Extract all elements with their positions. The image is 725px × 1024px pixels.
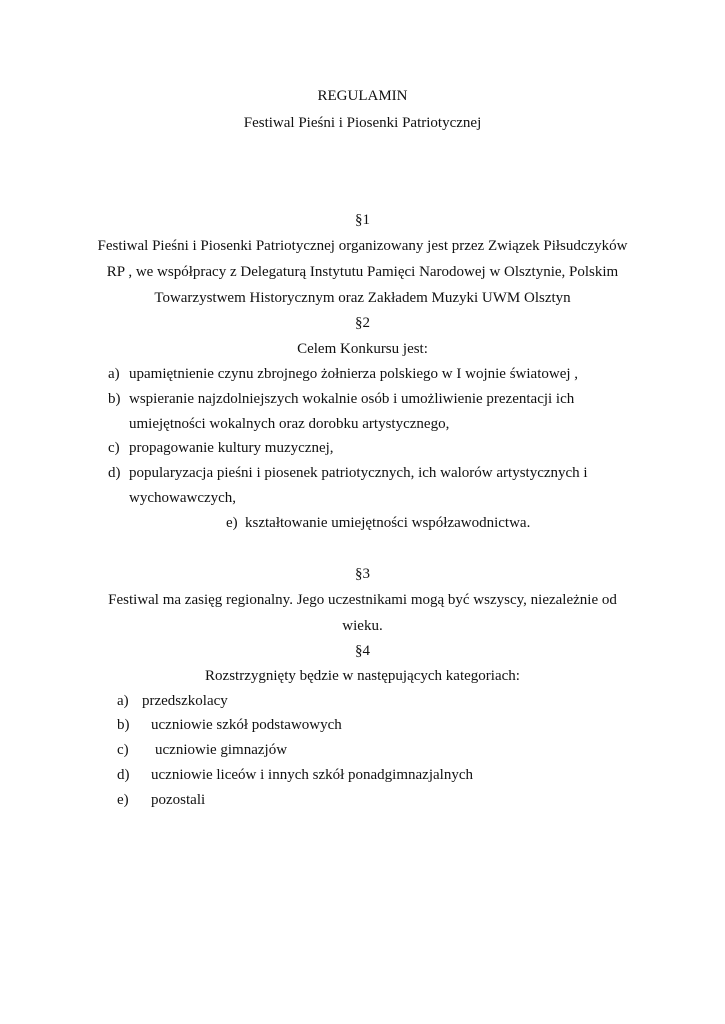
section-4-heading: §4 — [355, 643, 370, 659]
section-3-line: wieku. — [342, 618, 383, 634]
section-1-line: RP , we współpracy z Delegaturą Instytutu Pamięci Narodowej w Olsztynie, Polskim — [106, 264, 619, 280]
section-4-intro: Rozstrzygnięty będzie w następujących kategoriach: — [205, 668, 520, 684]
section-1-line: Festiwal Pieśni i Piosenki Patriotycznej organizowany jest przez Związek Piłsudczyków — [97, 238, 628, 254]
list-item-continuation: umiejętności wokalnych oraz dorobku artystycznego, — [129, 416, 450, 432]
category-marker: d) — [117, 767, 130, 783]
list-item: upamiętnienie czynu zbrojnego żołnierza polskiego w I wojnie światowej , — [129, 366, 579, 382]
category-marker: e) — [117, 792, 129, 808]
category-item: uczniowie gimnazjów — [155, 742, 288, 758]
category-marker: b) — [117, 717, 130, 733]
list-item-continuation: wychowawczych, — [129, 490, 237, 506]
category-marker: c) — [117, 742, 129, 758]
list-item: kształtowanie umiejętności współzawodnictwa. — [245, 515, 531, 531]
document-title: REGULAMIN — [317, 88, 408, 104]
section-3-line: Festiwal ma zasięg regionalny. Jego uczestnikami mogą być wszyscy, niezależnie od — [108, 592, 617, 608]
list-marker: a) — [108, 366, 120, 382]
category-item: pozostali — [151, 792, 206, 808]
list-marker: c) — [108, 440, 120, 456]
list-marker: e) — [226, 515, 238, 531]
category-marker: a) — [117, 693, 129, 709]
list-item: wspieranie najzdolniejszych wokalnie osób i umożliwienie prezentacji ich — [129, 391, 575, 407]
list-marker: b) — [108, 391, 121, 407]
list-item: popularyzacja pieśni i piosenek patriotycznych, ich walorów artystycznych i — [129, 465, 588, 481]
section-1-line: Towarzystwem Historycznym oraz Zakładem Muzyki UWM Olsztyn — [154, 290, 571, 306]
section-1-heading: §1 — [355, 212, 370, 228]
section-2-intro: Celem Konkursu jest: — [297, 341, 428, 357]
category-item: uczniowie liceów i innych szkół ponadgimnazjalnych — [151, 767, 473, 783]
section-2-heading: §2 — [355, 315, 370, 331]
category-item: uczniowie szkół podstawowych — [151, 717, 342, 733]
document-subtitle: Festiwal Pieśni i Piosenki Patriotycznej — [243, 115, 482, 131]
category-item: przedszkolacy — [142, 693, 228, 709]
list-marker: d) — [108, 465, 121, 481]
section-3-heading: §3 — [355, 566, 370, 582]
list-item: propagowanie kultury muzycznej, — [129, 440, 334, 456]
